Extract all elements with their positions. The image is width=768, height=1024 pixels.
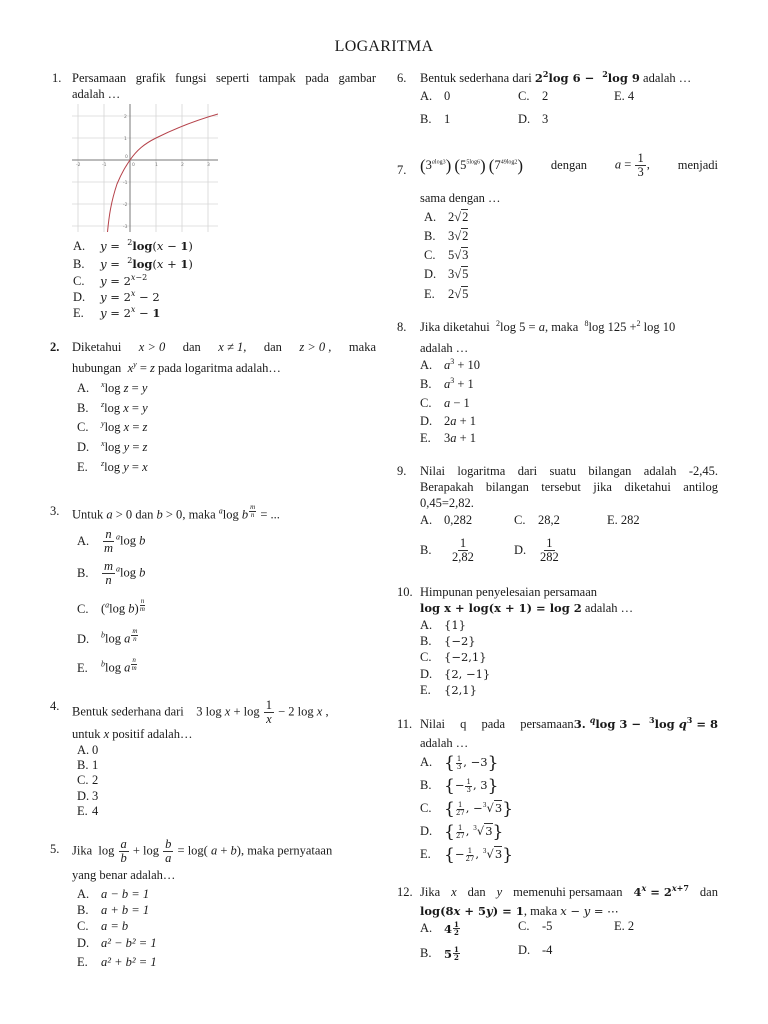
option-e[interactable]: E. 3a + 1 xyxy=(420,431,477,445)
svg-text:2: 2 xyxy=(181,163,184,168)
question-text-line2: log(8x + 5y) = 1, maka x − y = ⋯ xyxy=(420,904,619,918)
option-d[interactable]: D. a² − b² = 1 xyxy=(77,936,157,950)
option-d[interactable]: D. 3√5 xyxy=(424,267,469,281)
option-c[interactable]: C. a − 1 xyxy=(420,396,470,410)
option-c[interactable]: C. -5 xyxy=(518,919,553,933)
question-text: Jika diketahui $^2$log 5 = a, maka $^8$log 125 +$^2$ log 10 xyxy=(420,318,676,334)
question-text: Jika x dan y memenuhi persamaan $4^x = 2^{x+7}$ dan xyxy=(420,883,718,899)
question-text-line2: hubungan $x^y = z$ pada logaritma adalah… xyxy=(72,359,281,375)
svg-text:0: 0 xyxy=(132,163,135,168)
option-b[interactable]: B. $\frac{m}{n}$ $^a$log b xyxy=(77,559,146,588)
option-b[interactable]: B. {−2} xyxy=(420,634,476,648)
question-text-line2: yang benar adalah… xyxy=(72,868,176,882)
page-title: LOGARITMA xyxy=(334,38,434,55)
option-c[interactable]: C. { $\frac{1}{27}$ , −$^3$√3} xyxy=(420,799,514,819)
option-a[interactable]: A. 4 1 2 xyxy=(420,920,459,937)
question-number: 9. xyxy=(397,464,407,478)
question-number: 11. xyxy=(397,717,413,731)
option-a[interactable]: A. 0 xyxy=(77,743,99,757)
option-d[interactable]: D. 3 xyxy=(518,112,549,126)
equation: 3. $^q$log 3 − $^3$log $q^3 = 8$ xyxy=(573,715,718,731)
option-d[interactable]: D. -4 xyxy=(518,943,553,957)
option-e[interactable]: E. {− $\frac{1}{27}$ , $^3$√3} xyxy=(420,845,514,865)
graph-axes xyxy=(72,104,218,232)
option-a[interactable]: A. {1} xyxy=(420,618,466,632)
question-text-line1: Himpunan penyelesaian persamaan xyxy=(420,585,598,599)
svg-text:1: 1 xyxy=(124,137,127,142)
question-text: Diketahui x > 0 dan x ≠ 1, dan z > 0 , maka xyxy=(72,340,376,354)
svg-text:0: 0 xyxy=(125,155,128,160)
option-e[interactable]: E. 4 xyxy=(77,804,99,818)
curve-log2-x-plus-1 xyxy=(108,114,219,232)
option-a[interactable]: A. $^x$log z = y xyxy=(77,379,148,395)
option-c[interactable]: C. 2 xyxy=(77,773,99,787)
option-c[interactable]: C. ($^a$log b) $^{\frac{n}{m}}$ xyxy=(77,597,145,616)
svg-text:-1: -1 xyxy=(123,181,128,186)
question-number: 4. xyxy=(50,699,60,713)
svg-text:-2: -2 xyxy=(76,163,81,168)
option-e[interactable]: E. $^b$log a $^{\frac{n}{m}}$ xyxy=(77,656,137,675)
option-b[interactable]: B. 3√2 xyxy=(424,229,469,243)
svg-text:1: 1 xyxy=(155,163,158,168)
question-text: Nilai q pada persamaan 3. $^q$log 3 − $^3$log $q^3 = 8$ xyxy=(420,715,718,731)
expression-product: $(3^{alog3})$ $(5^{5log6})$ $(7^{49log2})$ xyxy=(420,155,524,175)
question-number: 6. xyxy=(397,71,407,85)
option-b[interactable]: B. 1 xyxy=(77,758,99,772)
question-number: 1. xyxy=(52,71,62,85)
svg-text:-3: -3 xyxy=(123,225,128,230)
option-e[interactable]: E. 2 xyxy=(614,919,635,933)
option-d[interactable]: D. 3 xyxy=(77,789,99,803)
option-b[interactable]: B. y = $^2$log(x + 1) xyxy=(73,256,193,271)
question-text: Bentuk sederhana dari 3 log x + log $\frac{1}{x}$ − 2 log x , xyxy=(72,698,329,727)
option-e[interactable]: E. {2,1} xyxy=(420,683,477,697)
option-c[interactable]: C. $^y$log x = z xyxy=(77,418,148,434)
option-a[interactable]: A. 0 xyxy=(420,89,451,103)
option-d[interactable]: D. {2, −1} xyxy=(420,667,491,681)
option-a[interactable]: A. 0,282 xyxy=(420,513,473,527)
question-number: 2. xyxy=(50,340,60,354)
svg-text:3: 3 xyxy=(207,163,210,168)
option-d[interactable]: D. $^x$log y = z xyxy=(77,438,148,454)
option-c[interactable]: C. 5√3 xyxy=(424,248,469,262)
question-text-line2: adalah … xyxy=(420,736,469,750)
question-number: 8. xyxy=(397,320,407,334)
log-function-graph xyxy=(72,104,218,232)
option-c[interactable]: C. a = b xyxy=(77,919,129,933)
option-b[interactable]: B. {− $\frac{1}{3}$ , 3} xyxy=(420,776,499,796)
option-a[interactable]: A. a − b = 1 xyxy=(77,887,150,901)
question-text-line1: Nilai logaritma dari suatu bilangan adalah -2,45. xyxy=(420,464,718,478)
condition-a: a = $\frac{1}{3}$ , xyxy=(614,151,650,180)
option-b[interactable]: B. 5 1 2 xyxy=(420,945,459,962)
equation-exponential: $4^x = 2^{x+7}$ xyxy=(633,883,689,899)
option-d[interactable]: D. { $\frac{1}{27}$ , $^3$√3} xyxy=(420,822,504,842)
question-text-line2: adalah … xyxy=(72,87,121,101)
question-text-line2: untuk x positif adalah… xyxy=(72,727,193,741)
svg-text:-2: -2 xyxy=(123,203,128,208)
option-d[interactable]: D. 2a + 1 xyxy=(420,414,477,428)
option-c[interactable]: C. $y = 2^{x-2}$ xyxy=(73,273,148,288)
question-text: $(3^{alog3})$ $(5^{5log6})$ $(7^{49log2})$ dengan a = $\frac{1}{3}$ , menjadi xyxy=(420,151,718,180)
question-number: 3. xyxy=(50,504,60,518)
question-number: 5. xyxy=(50,842,60,856)
question-text-line2: log x + log(x + 1) = log 2 adalah … xyxy=(420,601,634,615)
option-d[interactable]: D. $\frac{1}{282}$ xyxy=(514,536,559,565)
question-text-line3: 0,45=2,82. xyxy=(420,496,474,510)
option-e[interactable]: E. a² + b² = 1 xyxy=(77,955,157,969)
option-b[interactable]: B. $\frac{1}{2,82}$ xyxy=(420,536,474,565)
option-a[interactable]: A. 2√2 xyxy=(424,210,469,224)
option-a[interactable]: A. $\frac{n}{m}$ $^a$log b xyxy=(77,527,146,556)
question-text: Persamaan grafik fungsi seperti tampak pada gambar xyxy=(72,71,376,85)
option-c[interactable]: C. 28,2 xyxy=(514,513,560,527)
option-b[interactable]: B. a + b = 1 xyxy=(77,903,150,917)
graph-tick-labels xyxy=(76,114,210,230)
question-text: Bentuk sederhana dari $2^2\log$ 6 − $^2$log 9 adalah … xyxy=(420,69,692,85)
option-c[interactable]: C. {−2,1} xyxy=(420,650,487,664)
question-number: 7. xyxy=(397,163,407,177)
question-number: 12. xyxy=(397,885,413,899)
question-text-line2: Berapakah bilangan tersebut jika diketahui antilog xyxy=(420,480,718,494)
question-text: Jika log $\frac{a}{b}$ + log $\frac{b}{a}$ = log( a + b), maka pernyataan xyxy=(72,837,333,866)
option-a[interactable]: A. { $\frac{1}{3}$ , −3} xyxy=(420,753,499,773)
svg-text:-1: -1 xyxy=(102,163,107,168)
option-e[interactable]: E. $^z$log y = x xyxy=(77,458,148,474)
option-d[interactable]: D. $^b$log a $^{\frac{m}{n}}$ xyxy=(77,627,138,646)
option-a[interactable]: A. y = $^2$log(x − 1) xyxy=(73,238,193,253)
option-a[interactable]: A. $a^3 + 10$ xyxy=(420,356,481,372)
question-text-line2: sama dengan … xyxy=(420,191,501,205)
option-b[interactable]: B. 1 xyxy=(420,112,451,126)
svg-text:2: 2 xyxy=(124,115,127,120)
option-e[interactable]: E. $y = 2^x - 1$ xyxy=(73,305,161,320)
question-text-line2: adalah … xyxy=(420,341,469,355)
option-b[interactable]: B. $a^3 + 1$ xyxy=(420,375,474,391)
option-e[interactable]: E. 2√5 xyxy=(424,287,469,301)
option-e[interactable]: E. 282 xyxy=(607,513,640,527)
option-e[interactable]: E. 4 xyxy=(614,89,635,103)
graph-grid xyxy=(72,104,218,232)
option-b[interactable]: B. $^z$log x = y xyxy=(77,399,148,415)
option-d[interactable]: D. $y = 2^x - 2$ xyxy=(73,289,160,304)
option-c[interactable]: C. 2 xyxy=(518,89,549,103)
question-number: 10. xyxy=(397,585,413,599)
question-text: Untuk a > 0 dan b > 0, maka $^a$log b $^{\frac{m}{n}}$ = ... xyxy=(72,503,280,522)
